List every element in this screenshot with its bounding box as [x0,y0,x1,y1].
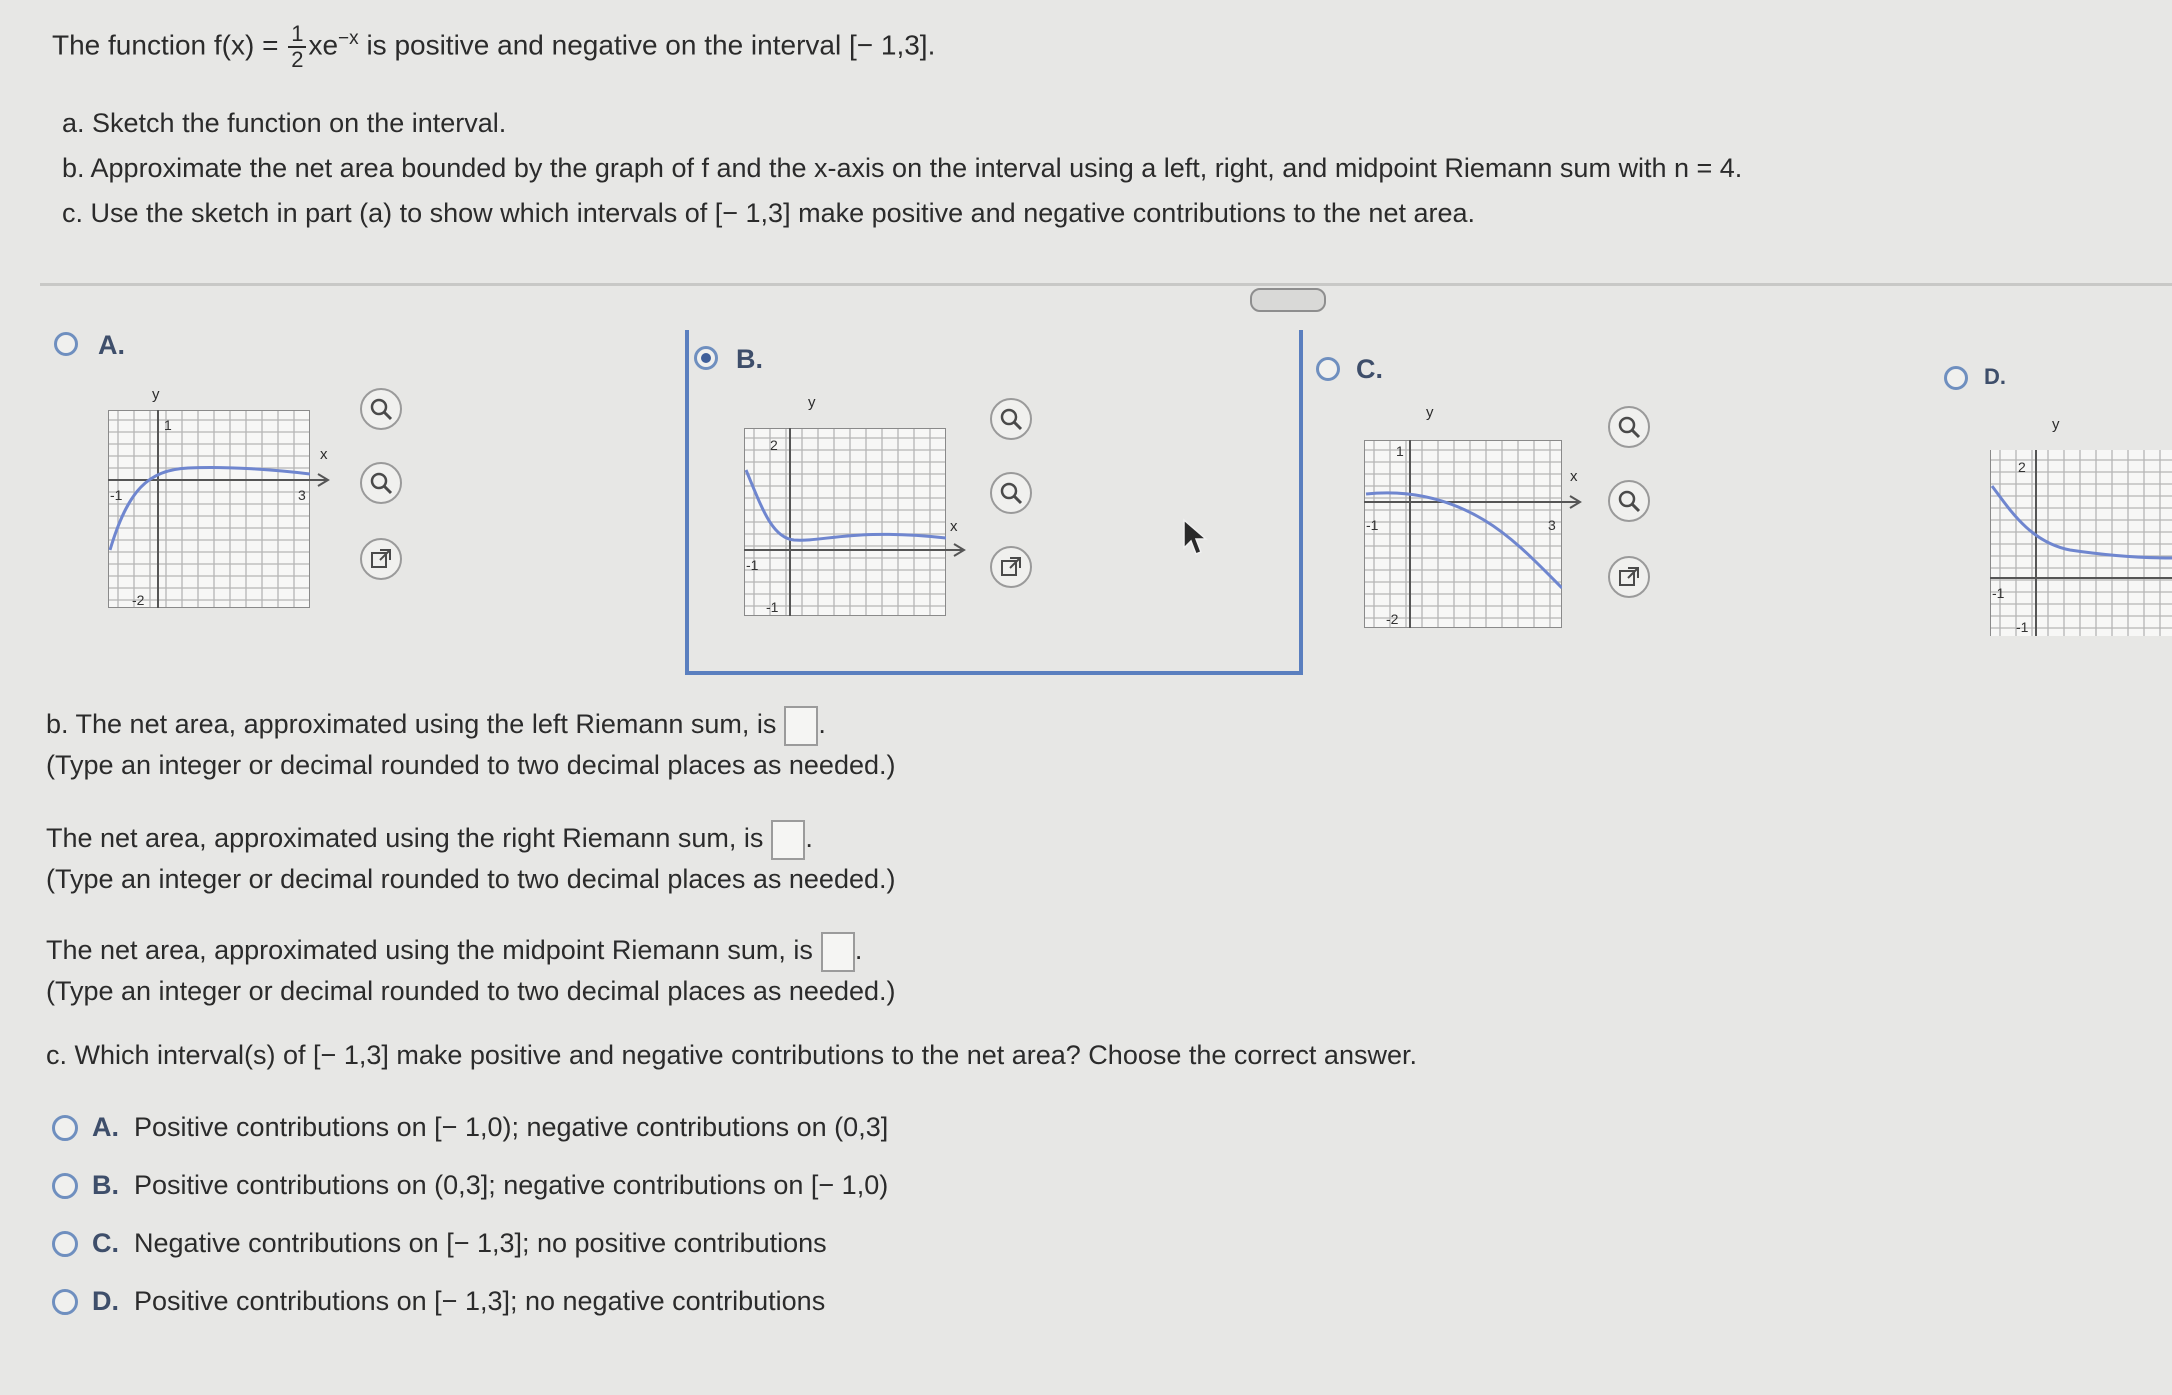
axis-arrow-x [936,540,976,560]
part-a-instruction: a. Sketch the function on the interval. [62,108,507,138]
option-b-radio[interactable] [694,346,718,370]
fraction: $\frac{1}{2}$ [288,22,306,72]
divider [40,283,2172,286]
y-tick-bottom: -1 [766,599,779,615]
choice-a-radio[interactable] [52,1115,78,1141]
function-curve [746,470,946,540]
axis-y-label: y [808,394,816,411]
axis-y-label: y [152,386,160,403]
axis-x-label: x [1570,468,1578,485]
mid-sum-prompt: The net area, approximated using the midpoint Riemann sum, is . [46,932,862,972]
choice-c-radio[interactable] [52,1231,78,1257]
zoom-in-icon [998,406,1024,432]
option-a-radio[interactable] [54,332,78,356]
grid [1364,440,1562,628]
y-tick-bottom: -1 [2016,619,2029,635]
expand-handle[interactable] [1250,288,1326,312]
choice-b-radio[interactable] [52,1173,78,1199]
left-sum-input[interactable] [784,706,818,746]
mouse-cursor-icon [1180,518,1208,558]
option-a-graph [108,410,310,608]
y-tick-top: 2 [770,437,778,453]
x-tick-right: 3 [298,487,306,503]
option-d-radio[interactable] [1944,366,1968,390]
axis-x-label: x [950,518,958,535]
x-tick-right: 3 [1548,517,1556,533]
mid-sum-hint: (Type an integer or decimal rounded to two decimal places as needed.) [46,976,896,1006]
graph-frame [109,411,310,608]
right-sum-prompt: The net area, approximated using the right Riemann sum, is . [46,820,813,860]
option-a-label: A. [98,330,125,360]
function-curve [1992,486,2172,558]
zoom-in-button[interactable] [1608,406,1650,448]
function-curve [1366,493,1562,588]
y-tick-bottom: -2 [132,592,145,608]
axis-y-label: y [2052,416,2060,433]
option-d-graph [1990,450,2172,636]
zoom-in-icon [368,396,394,422]
choice-d[interactable]: D. Positive contributions on [− 1,3]; no negative contributions [92,1286,826,1316]
y-tick-bottom: -2 [1386,611,1399,627]
axis-y-label: y [1426,404,1434,421]
axis-x-label: x [320,446,328,463]
open-new-window-button[interactable] [1608,556,1650,598]
zoom-in-button[interactable] [360,388,402,430]
zoom-out-button[interactable] [1608,480,1650,522]
x-tick-left: -1 [746,557,759,573]
choice-a[interactable]: A. Positive contributions on [− 1,0); negative contributions on (0,3] [92,1112,889,1142]
option-d-label: D. [1984,364,2006,389]
zoom-in-icon [1616,414,1642,440]
part-c-prompt: c. Which interval(s) of [− 1,3] make positive and negative contributions to the net area? Choose the correct answer. [46,1040,1417,1070]
open-new-window-icon [368,546,394,572]
question-intro: The function f(x) = $\frac{1}{2}$ $xe^{-x}$ is positive and negative on the interval [− 1,3]. [52,21,936,72]
zoom-out-icon [368,470,394,496]
zoom-out-icon [998,480,1024,506]
part-b-instruction: b. Approximate the net area bounded by the graph of f and the x-axis on the interval using a left, right, and midpoint Riemann sum with n = 4. [62,153,1743,183]
zoom-in-button[interactable] [990,398,1032,440]
y-tick-top: 1 [1396,443,1404,459]
left-sum-prompt: b. The net area, approximated using the left Riemann sum, is . [46,706,826,746]
open-new-window-button[interactable] [360,538,402,580]
option-b-graph [744,428,946,616]
open-new-window-icon [1616,564,1642,590]
right-sum-hint: (Type an integer or decimal rounded to two decimal places as needed.) [46,864,896,894]
x-tick-left: -1 [110,487,123,503]
choice-b[interactable]: B. Positive contributions on (0,3]; negative contributions on [− 1,0) [92,1170,889,1200]
x-tick-left: -1 [1366,517,1379,533]
grid [744,428,946,616]
zoom-out-button[interactable] [360,462,402,504]
choice-c[interactable]: C. Negative contributions on [− 1,3]; no positive contributions [92,1228,827,1258]
y-tick-top: 1 [164,417,172,433]
option-b-label: B. [736,344,763,374]
axis-arrow-x [1552,492,1592,512]
open-new-window-button[interactable] [990,546,1032,588]
left-sum-hint: (Type an integer or decimal rounded to two decimal places as needed.) [46,750,896,780]
mid-sum-input[interactable] [821,932,855,972]
x-tick-left: -1 [1992,585,2005,601]
grid [1990,450,2172,636]
zoom-out-icon [1616,488,1642,514]
choice-d-radio[interactable] [52,1289,78,1315]
zoom-out-button[interactable] [990,472,1032,514]
option-c-label: C. [1356,354,1383,384]
option-c-radio[interactable] [1316,357,1340,381]
right-sum-input[interactable] [771,820,805,860]
y-tick-top: 2 [2018,459,2026,475]
part-c-instruction: c. Use the sketch in part (a) to show which intervals of [− 1,3] make positive and negative contributions to the net area. [62,198,1476,228]
option-c-graph [1364,440,1562,628]
axis-arrow-x [300,470,340,490]
grid [108,410,310,608]
open-new-window-icon [998,554,1024,580]
